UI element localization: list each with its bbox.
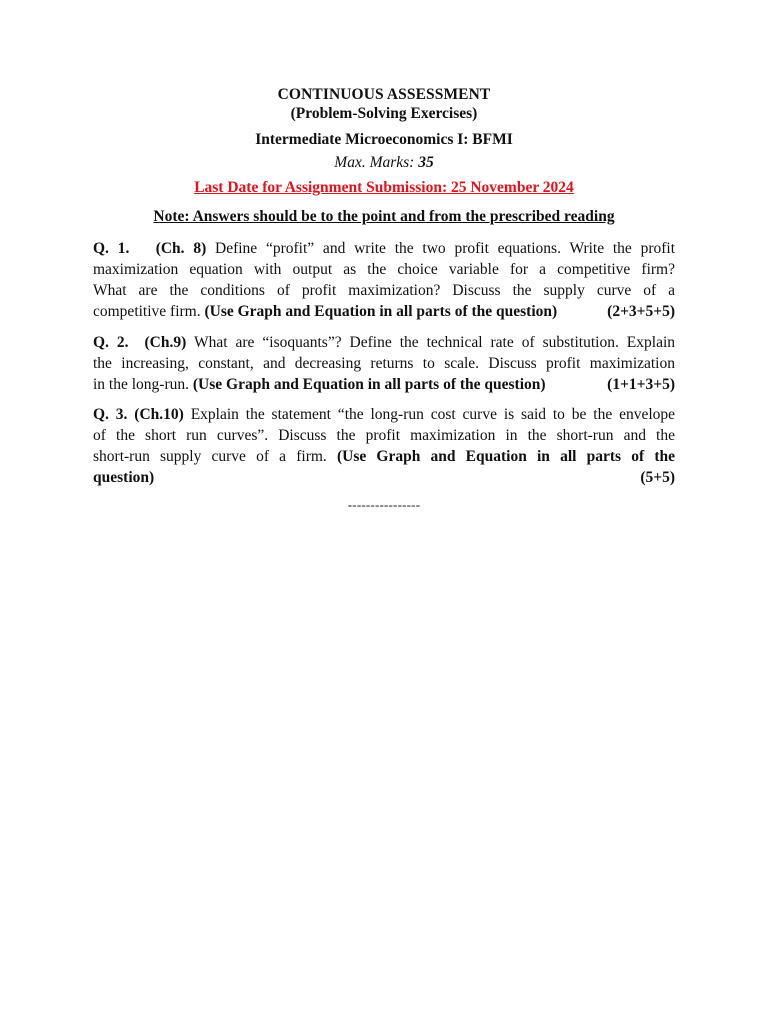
question-2-instruction: (Use Graph and Equation in all parts of the question) <box>192 376 546 393</box>
max-marks <box>0 154 768 172</box>
question-1-number: Q. 1. <box>93 240 130 257</box>
question-2-line-1 <box>93 332 675 353</box>
question-3-line-4 <box>93 467 675 488</box>
question-3-line-3 <box>93 446 675 467</box>
question-1-text-1: Define “profit” and write the two profit equations. Write the profit <box>215 240 676 257</box>
question-2-chapter: (Ch.9) <box>144 334 187 351</box>
question-3-text-3: short-run supply curve of a firm. <box>93 448 327 465</box>
answer-note: Note: Answers should be to the point and from the prescribed reading <box>153 208 615 225</box>
question-2-text-1: What are “isoquants”? Define the technical rate of substitution. Explain <box>193 334 676 351</box>
question-3-marks: (5+5) <box>640 469 675 486</box>
question-1-line-4 <box>93 301 675 322</box>
question-2-line-3 <box>93 374 675 395</box>
question-3-line-1 <box>93 404 675 425</box>
question-1-marks: (2+3+5+5) <box>607 303 675 320</box>
question-1-text-4: competitive firm. <box>93 303 201 320</box>
question-2 <box>93 332 675 395</box>
question-3-instruction-tail: question) <box>93 469 155 486</box>
question-3-instruction: (Use Graph and Equation in all parts of the <box>336 448 675 465</box>
document-title: CONTINUOUS ASSESSMENT <box>277 86 491 103</box>
question-3-line-2: of the short run curves”. Discuss the profit maximization in the short-run and the <box>93 427 675 444</box>
question-1-instruction: (Use Graph and Equation in all parts of the question) <box>204 303 558 320</box>
max-marks-label: Max. Marks: <box>334 154 415 171</box>
question-2-line-2: the increasing, constant, and decreasing returns to scale. Discuss profit maximization <box>93 355 675 372</box>
max-marks-value: 35 <box>418 154 434 171</box>
question-3-text-1: Explain the statement “the long-run cost curve is said to be the envelope <box>190 406 676 423</box>
question-3 <box>93 404 675 488</box>
question-1-line-1 <box>93 238 675 259</box>
question-1-chapter: (Ch. 8) <box>155 240 207 257</box>
question-1 <box>93 238 675 322</box>
document-subtitle: (Problem-Solving Exercises) <box>290 105 478 122</box>
end-of-document-rule: ---------------- <box>347 497 421 512</box>
question-1-line-2: maximization equation with output as the choice variable for a competitive firm? <box>93 261 675 278</box>
question-3-chapter: (Ch.10) <box>134 406 184 423</box>
question-3-number: Q. 3. <box>93 406 128 423</box>
question-2-text-3: in the long-run. <box>93 376 189 393</box>
question-2-number: Q. 2. <box>93 334 129 351</box>
question-1-line-3: What are the conditions of profit maximization? Discuss the supply curve of a <box>93 282 675 299</box>
course-name: Intermediate Microeconomics I: BFMI <box>255 131 513 148</box>
question-2-marks: (1+1+3+5) <box>607 376 675 393</box>
submission-deadline: Last Date for Assignment Submission: 25 November 2024 <box>194 179 574 196</box>
